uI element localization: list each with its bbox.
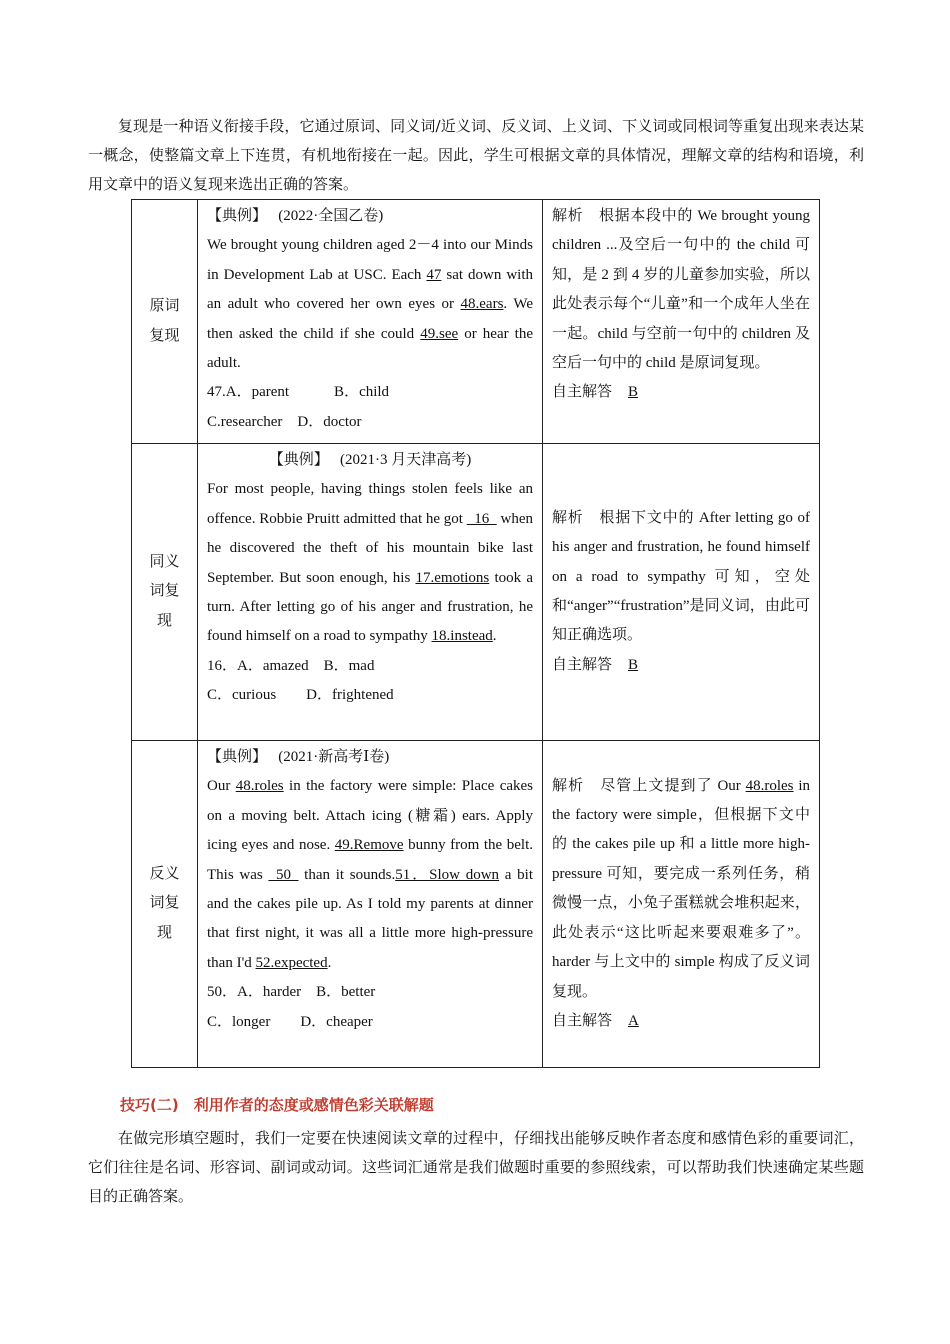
blank: 49.Remove [334, 837, 404, 854]
answer: A [628, 1012, 639, 1029]
skill-paragraph: 在做完形填空题时，我们一定要在快速阅读文章的过程中，仔细找出能够反映作者态度和感情色彩的重要词汇，它们往往是名词、形容词、副词或动词。这些词汇通常是我们做题时重要的参照线索，可以帮助我们快速确定某些题目的正确答案。 [88, 1129, 864, 1205]
options: C．curious D．frightened [207, 687, 394, 704]
blank: 16 [466, 510, 497, 527]
example-cell: 【典例】 (2021·3 月天津高考) For most people, having things stolen feels like an offence. Robbie Pruitt admitted that he got 16 when he discovered the theft of his mountain bike last September. But soon enough, his 17.emotions took a turn. After letting go of his anger and frustration, he found himself on a road to sympathy 18.instead. 16．A．amazed B．mad C．curious D．frightened [198, 444, 543, 741]
analysis-cell: 解析 根据本段中的 We brought young children ...及空后一句中的 the child 可知，是 2 到 4 岁的儿童参加实验，所以此处表示每个“儿童”和一个成年人坐在一起。child 与空前一句中的 children 及空后一句中的 child 是原词复现。 自主解答 B [543, 200, 820, 444]
reproduction-table [131, 199, 820, 1068]
options: 47.A．parent B．child [207, 384, 390, 401]
blank: 51．Slow down [395, 866, 500, 883]
blank: 52.expected [255, 954, 328, 971]
options: 50．A．harder B．better [207, 984, 376, 1001]
table-row [132, 741, 820, 1068]
options: C.researcher D．doctor [207, 413, 362, 430]
blank: 48.roles [235, 778, 284, 795]
blank: 50 [268, 866, 299, 883]
analysis-cell: 解析 尽管上文提到了 Our 48.roles in the factory were simple，但根据下文中的 the cakes pile up 和 a little more high-pressure 可知，要完成一系列任务，稍微慢一点，小兔子蛋糕就会堆积起来，此处表示“这比听起来要艰难多了”。 harder 与上文中的 simple 构成了反义词复现。 自主解答 A [543, 741, 820, 1068]
category-cell: 同义词复现 [132, 444, 198, 741]
options: C．longer D．cheaper [207, 1013, 373, 1030]
blank: 47 [426, 266, 442, 283]
blank: 48.ears [460, 296, 504, 313]
table-row [132, 200, 820, 444]
category-cell: 反义词复现 [132, 741, 198, 1068]
answer: B [628, 656, 639, 673]
table-row [132, 444, 820, 741]
answer: B [628, 384, 639, 401]
blank: 17.emotions [415, 569, 490, 586]
analysis-cell: 解析 根据下文中的 After letting go of his anger and frustration, he found himself on a road to sympathy 可知，空处和“anger”“frustration”是同义词，由此可知正确选项。 自主解答 B [543, 444, 820, 741]
section-heading: 技巧(二) 利用作者的态度或感情色彩关联解题 [120, 1096, 434, 1114]
blank: 49.see [420, 325, 459, 342]
example-cell: 【典例】 (2022·全国乙卷) We brought young children aged 2－4 into our Minds in Development Lab at USC. Each 47 sat down with an adult who covered her own eyes or 48.ears. We then asked the child if she could 49.see or hear the adult. 47.A．parent B．child C.researcher D．doctor [198, 200, 543, 444]
category-cell: 原词复现 [132, 200, 198, 444]
intro-paragraph: 复现是一种语义衔接手段，它通过原词、同义词/近义词、反义词、上义词、下义词或同根词等重复出现来表达某一概念，使整篇文章上下连贯，有机地衔接在一起。因此，学生可根据文章的具体情况，理解文章的结构和语境，利用文章中的语义复现来选出正确的答案。 [88, 117, 864, 193]
blank: 18.instead [431, 628, 493, 645]
options: 16．A．amazed B．mad [207, 657, 375, 674]
example-cell: 【典例】 (2021·新高考Ⅰ卷) Our 48.roles in the factory were simple: Place cakes on a moving belt. Attach icing (糖霜) ears. Apply icing eyes and nose. 49.Remove bunny from the belt. This was 50 than it sounds.51．Slow down a bit and the cakes pile up. As I told my parents at dinner that first night, it was all a little more high-pressure than I'd 52.expected. 50．A．harder B．better C．longer D．cheaper [198, 741, 543, 1068]
